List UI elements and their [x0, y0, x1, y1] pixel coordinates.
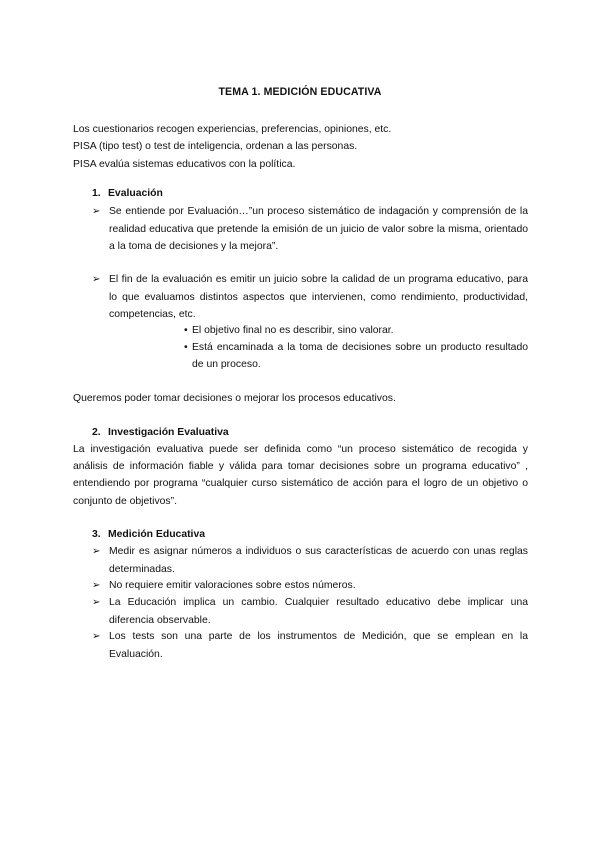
section-title: Medición Educativa [108, 529, 206, 540]
bullet-text: Se entiende por Evaluación…”un proceso sistemático de indagación y comprensión de la realidad educativa que pretende la emisión de un juicio de valor sobre la misma, orientado a la toma de decisiones y la mejora”. [109, 206, 528, 253]
arrow-bullet-icon: ➢ [92, 546, 101, 557]
dot-bullet-icon: • [184, 342, 188, 353]
section-3-heading [92, 527, 205, 543]
page-title: TEMA 1. MEDICIÓN EDUCATIVA [218, 86, 382, 98]
intro-block [73, 121, 533, 173]
list-item [92, 543, 528, 578]
dot-bullet-icon: • [184, 325, 188, 336]
sub-list-item [184, 339, 528, 373]
closing-paragraph: Queremos poder tomar decisiones o mejorar los procesos educativos. [73, 393, 396, 404]
section-1-heading [92, 186, 163, 202]
bullet-text: No requiere emitir valoraciones sobre estos números. [109, 580, 356, 591]
bullet-text: La Educación implica un cambio. Cualquier resultado educativo debe implicar una diferencia observable. [109, 597, 528, 626]
bullet-text: Medir es asignar números a individuos o sus características de acuerdo con unas reglas determinadas. [109, 546, 528, 575]
intro-line: PISA evalúa sistemas educativos con la política. [73, 158, 296, 170]
section-number: 1. [92, 188, 101, 199]
list-item [92, 271, 528, 324]
intro-line: PISA (tipo test) o test de inteligencia, ordenan a las personas. [73, 141, 358, 153]
bullet-text: El fin de la evaluación es emitir un juicio sobre la calidad de un programa educativo, para lo que evaluamos distintos aspectos que intervienen, como rendimiento, productividad, competencias, etc. [109, 274, 528, 321]
section-title: Investigación Evaluativa [108, 427, 229, 438]
section-2-paragraph: La investigación evaluativa puede ser definida como “un proceso sistemático de recogida y análisis de información fiable y válida para tomar decisiones sobre un programa educativo” , entendiendo por programa “cualquier curso sistemático de acción para el logro de un objetivo o conjunto de objetivos”. [73, 444, 528, 507]
sub-bullet-text: Está encaminada a la toma de decisiones sobre un producto resultado de un proceso. [192, 342, 528, 371]
arrow-bullet-icon: ➢ [92, 274, 101, 285]
bullet-text: Los tests son una parte de los instrumentos de Medición, que se emplean en la Evaluación. [109, 631, 528, 660]
arrow-bullet-icon: ➢ [92, 597, 101, 608]
section-number: 2. [92, 427, 101, 438]
arrow-bullet-icon: ➢ [92, 206, 101, 217]
section-title: Evaluación [108, 188, 163, 199]
list-item [92, 577, 528, 595]
arrow-bullet-icon: ➢ [92, 580, 101, 591]
list-item [92, 628, 528, 663]
section-2-heading [92, 425, 229, 441]
arrow-bullet-icon: ➢ [92, 631, 101, 642]
sub-list-item [184, 322, 528, 339]
sub-bullet-text: El objetivo final no es describir, sino valorar. [192, 325, 394, 336]
list-item [92, 203, 528, 256]
intro-line: Los cuestionarios recogen experiencias, preferencias, opiniones, etc. [73, 124, 392, 135]
section-number: 3. [92, 529, 101, 540]
list-item [92, 594, 528, 629]
